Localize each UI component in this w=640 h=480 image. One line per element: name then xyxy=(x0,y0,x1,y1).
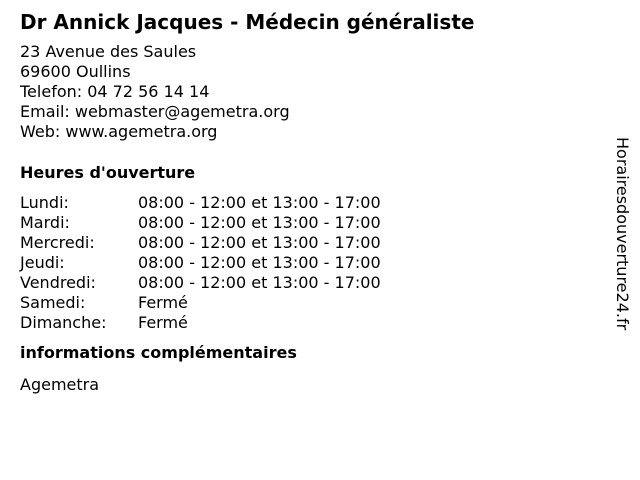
contact-block xyxy=(20,42,600,142)
opening-hours-heading: Heures d'ouverture xyxy=(20,163,196,182)
hours-value: 08:00 - 12:00 et 13:00 - 17:00 xyxy=(138,213,381,232)
business-card xyxy=(20,8,600,395)
city-line: 69600 Oullins xyxy=(20,62,131,81)
additional-info-heading: informations complémentaires xyxy=(20,343,297,362)
opening-hours-table xyxy=(20,193,600,333)
day-label: Samedi: xyxy=(20,293,86,312)
site-watermark: Horairesdouverture24.fr xyxy=(613,137,632,331)
hours-value: 08:00 - 12:00 et 13:00 - 17:00 xyxy=(138,233,381,252)
day-label: Vendredi: xyxy=(20,273,96,292)
hours-value: 08:00 - 12:00 et 13:00 - 17:00 xyxy=(138,193,381,212)
day-label: Dimanche: xyxy=(20,313,107,332)
day-label: Jeudi: xyxy=(20,253,65,272)
additional-info-text: Agemetra xyxy=(20,375,100,394)
day-label: Lundi: xyxy=(20,193,69,212)
hours-row-lundi xyxy=(20,193,600,213)
day-label: Mardi: xyxy=(20,213,70,232)
hours-row-jeudi xyxy=(20,253,600,273)
page-title: Dr Annick Jacques - Médecin généraliste xyxy=(20,10,475,34)
hours-value: Fermé xyxy=(138,313,188,332)
web-line: Web: www.agemetra.org xyxy=(20,122,218,141)
phone-line: Telefon: 04 72 56 14 14 xyxy=(20,82,210,101)
hours-value: Fermé xyxy=(138,293,188,312)
hours-value: 08:00 - 12:00 et 13:00 - 17:00 xyxy=(138,253,381,272)
day-label: Mercredi: xyxy=(20,233,95,252)
hours-row-vendredi xyxy=(20,273,600,293)
hours-row-dimanche xyxy=(20,313,600,333)
address-line: 23 Avenue des Saules xyxy=(20,42,197,61)
hours-row-samedi xyxy=(20,293,600,313)
hours-row-mercredi xyxy=(20,233,600,253)
email-line: Email: webmaster@agemetra.org xyxy=(20,102,290,121)
hours-row-mardi xyxy=(20,213,600,233)
hours-value: 08:00 - 12:00 et 13:00 - 17:00 xyxy=(138,273,381,292)
